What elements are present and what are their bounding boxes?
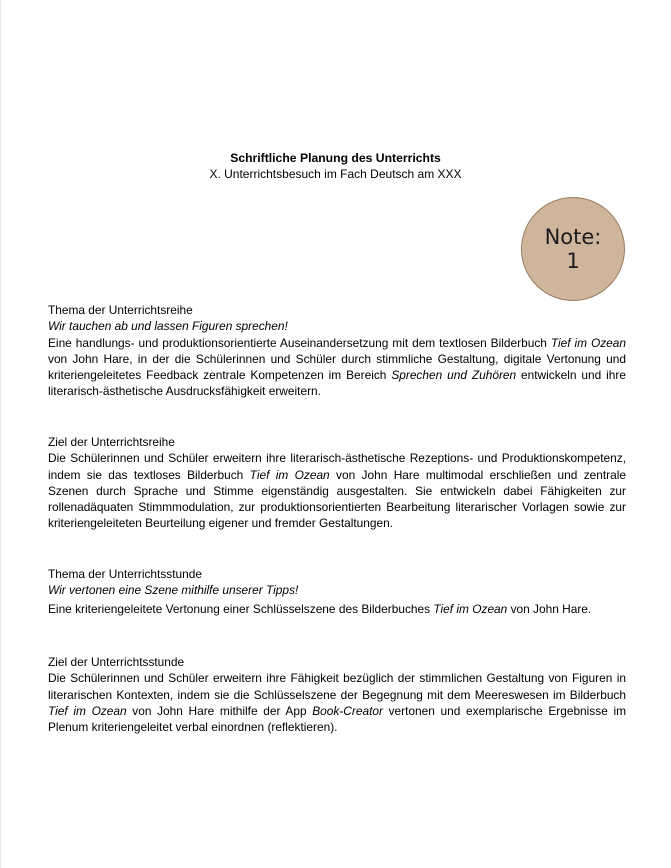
grade-value: 1 bbox=[566, 249, 580, 273]
document-header bbox=[0, 150, 671, 182]
grade-badge bbox=[521, 197, 625, 301]
title-emphasis: Tief im Ozean bbox=[433, 601, 508, 616]
section-heading: Ziel der Unterrichtsstunde bbox=[48, 655, 185, 669]
section-body: Die Schülerinnen und Schüler erweitern ihre Fähigkeit bezüglich der stimmlichen Gestaltung von Figuren in literarischen Kontexten, indem sie die Schlüsselszene der Begegnung mit dem Meereswesen im Bilderbuch Tief im Ozean von John Hare mithilfe der App Book-Creator vertonen und exemplarische Ergebnisse im Plenum kriteriengeleitet verbal einordnen (reflektieren). bbox=[48, 671, 627, 735]
section-series-topic bbox=[48, 302, 626, 400]
section-lesson-topic bbox=[48, 566, 626, 617]
title-emphasis: Sprechen und Zuhören bbox=[391, 368, 517, 383]
grade-label: Note: bbox=[544, 225, 602, 249]
page-edge bbox=[0, 0, 1, 868]
section-body: Eine handlungs- und produktionsorientierte Auseinandersetzung mit dem textlosen Bilderbuch Tief im Ozean von John Hare, in der die Schülerinnen und Schüler durch stimmliche Gestaltung, digitale Vertonung und kriteriengeleitetes Feedback zentrale Kompetenzen im Bereich Sprechen und Zuhören entwickeln und ihre literarisch-ästhetische Ausdrucksfähigkeit erweitern. bbox=[48, 335, 626, 399]
title-emphasis: Book-Creator bbox=[312, 703, 383, 718]
title-emphasis: Tief im Ozean bbox=[48, 703, 127, 718]
section-heading: Thema der Unterrichtsreihe bbox=[48, 303, 193, 317]
section-body: Eine kriteriengeleitete Vertonung einer Schlüsselszene des Bilderbuches Tief im Ozean von John Hare. bbox=[48, 601, 592, 616]
document-subtitle: X. Unterrichtsbesuch im Fach Deutsch am XXX bbox=[209, 167, 462, 181]
section-motto: Wir tauchen ab und lassen Figuren sprechen! bbox=[48, 319, 288, 334]
title-emphasis: Tief im Ozean bbox=[550, 335, 626, 350]
section-series-goal bbox=[48, 434, 626, 532]
title-emphasis: Tief im Ozean bbox=[249, 467, 330, 482]
section-lesson-goal bbox=[48, 654, 626, 735]
section-motto: Wir vertonen eine Szene mithilfe unserer Tipps! bbox=[48, 583, 299, 598]
section-heading: Ziel der Unterrichtsreihe bbox=[48, 435, 175, 449]
section-body: Die Schülerinnen und Schüler erweitern ihre literarisch-ästhetische Rezeptions- und Produktionskompetenz, indem sie das textloses Bilderbuch Tief im Ozean von John Hare multimodal erschließen und zentrale Szenen durch Sprache und Stimme eigenständig ausgestalten. Sie entwickeln dabei Fähigkeiten zur rollenadäquaten Stimmmodulation, zur produktionsorientierten Bearbeitung literarischer Vorlagen sowie zur kriteriengeleiteten Beurteilung eigener und fremder Gestaltungen. bbox=[48, 451, 626, 531]
section-heading: Thema der Unterrichtsstunde bbox=[48, 567, 202, 581]
document-title: Schriftliche Planung des Unterrichts bbox=[230, 151, 441, 165]
